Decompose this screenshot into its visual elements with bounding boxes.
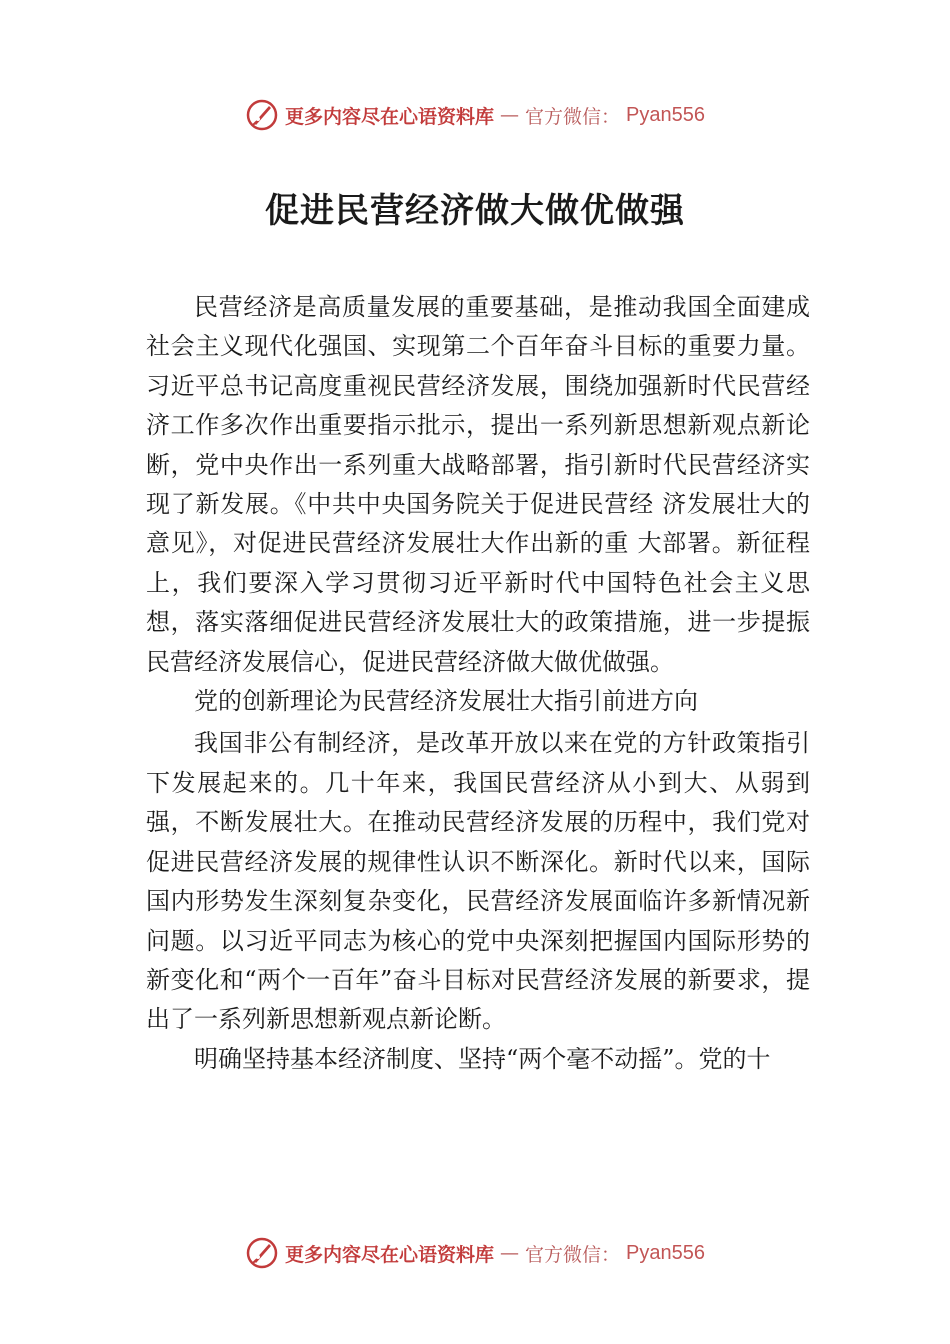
watermark-brand: 更多内容尽在心语资料库: [285, 105, 495, 128]
paragraph-history: 我国非公有制经济，是改革开放以来在党的方针政策指引下发展起来的。几十年来，我国民营经济从小到大、从弱到强，不断发展壮大。在推动民营经济发展的历程中，我们党对促进民营经济发展的规律性认识不断深化。新时代以来，国际国内形势发生深刻复杂变化，民营经济发展面临许多新情况新问题。以习近平同志为核心的党中央深刻把握国内国际形势的新变化和“两个一百年”奋斗目标对民营经济发展的新要求，提出了一系列新思想新观点新论断。: [146, 729, 810, 1034]
watermark-dash: —: [500, 1242, 520, 1264]
quill-logo-icon: [245, 1236, 279, 1270]
footer-watermark: [0, 1233, 950, 1273]
document-title: 促进民营经济做大做优做强: [265, 191, 685, 231]
paragraph-system: 明确坚持基本经济制度、坚持“两个毫不动摇”。党的十: [194, 1044, 771, 1073]
watermark-wechat-label: 官方微信：: [525, 1243, 621, 1266]
quill-logo-icon: [245, 98, 279, 132]
document-body: [146, 288, 810, 1079]
section-heading: 党的创新理论为民营经济发展壮大指引前进方向: [194, 687, 698, 716]
watermark-wechat-id: Pyan556: [626, 1241, 705, 1264]
header-watermark: [0, 95, 950, 135]
watermark-brand: 更多内容尽在心语资料库: [285, 1243, 495, 1266]
paragraph-intro: 民营经济是高质量发展的重要基础，是推动我国全面建成社会主义现代化强国、实现第二个百年奋斗目标的重要力量。习近平总书记高度重视民营经济发展，围绕加强新时代民营经济工作多次作出重要指示批示，提出一系列新思想新观点新论断，党中央作出一系列重大战略部署，指引新时代民营经济实现了新发展。《中共中央国务院关于促进民营经 济发展壮大的意见》，对促进民营经济发展壮大作出新的重 大部署。新征程上，我们要深入学习贯彻习近平新时代中国特色社会主义思想，落实落细促进民营经济发展壮大的政策措施，进一步提振民营经济发展信心，促进民营经济做大做优做强。: [146, 293, 810, 676]
watermark-dash: —: [500, 104, 520, 126]
watermark-wechat-label: 官方微信：: [525, 105, 621, 128]
watermark-wechat-id: Pyan556: [626, 103, 705, 126]
